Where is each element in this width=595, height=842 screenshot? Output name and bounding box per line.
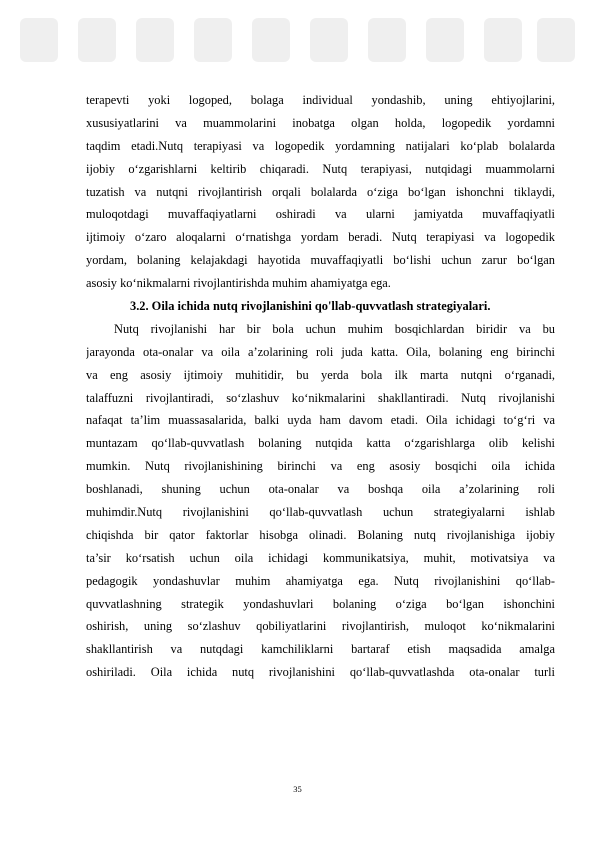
text-line: boshlanadi, shuning uchun ota-onalar va boshqa oila a’zolarining roli <box>86 482 555 497</box>
text-line: va eng asosiy ijtimoiy muhitidir, bu yerda bola ilk marta nutqni o‘rganadi, <box>86 367 555 382</box>
text-line: ijobiy o‘zgarishlarni keltirib chiqaradi. Nutq terapiyasi, nutqidagi muammolarni <box>86 161 555 176</box>
text-line: xususiyatlarini va muammolarini inobatga olgan holda, logopedik yordamni <box>86 115 555 130</box>
page-number: 35 <box>293 784 302 794</box>
text-line: chiqishda bir qator faktorlar hisobga olinadi. Bolaning nutq rivojlanishiga ijobiy <box>86 527 555 542</box>
text-line: muhimdir.Nutq rivojlanishini qo‘llab-quvvatlash uchun strategiyalarni ishlab <box>86 505 555 520</box>
text-line: asosiy ko‘nikmalarni rivojlantirishda muhim ahamiyatga ega. <box>86 276 391 291</box>
text-line: muntazam qo‘llab-quvvatlash bolaning nutqida katta o‘zgarishlarga olib kelishi <box>86 436 555 451</box>
text-line: terapevti yoki logoped, bolaga individual yondashib, uning ehtiyojlarini, <box>86 93 555 107</box>
text-line: jarayonda ota-onalar va oila a’zolarining roli juda katta. Oila, bolaning eng birinchi <box>86 344 555 359</box>
text-line: oshirish, uning so‘zlashuv qobiliyatlarini rivojlantirish, muloqot ko‘nikmalarini <box>86 619 555 634</box>
text-line: muloqotdagi muvaffaqiyatlarni oshiradi va ularni jamiyatda muvaffaqiyatli <box>86 207 555 222</box>
text-line: yordam, bolaning kelajakdagi hayotida muvaffaqiyatli bo‘lishi uchun zarur bo‘lgan <box>86 253 555 268</box>
text-line: ijtimoiy o‘zaro aloqalarni o‘rnatishga yordam beradi. Nutq terapiyasi va logopedik <box>86 230 555 245</box>
paragraph-section <box>86 318 555 684</box>
document-page <box>86 89 555 684</box>
text-line: nafaqat ta’lim muassasalarida, balki uyda ham davom etadi. Oila ichidagi to‘g‘ri va <box>86 413 555 428</box>
text-line: oshiriladi. Oila ichida nutq rivojlanishini qo‘llab-quvvatlashda ota-onalar turli <box>86 665 555 680</box>
text-line: shakllantirish va nutqdagi kamchiliklarni bartaraf etish maqsadida amalga <box>86 642 555 657</box>
text-line: quvvatlashning strategik yondashuvlari bolaning o‘ziga bo‘lgan ishonchini <box>86 596 555 611</box>
watermark-logo <box>20 10 575 70</box>
text-line: taqdim etadi.Nutq terapiyasi va logopedik yordamning natijalari ko‘plab bolalarda <box>86 138 555 153</box>
text-line: ta’sir ko‘rsatish uchun oila ichidagi kommunikatsiya, muhit, motivatsiya va <box>86 550 555 565</box>
text-line: mumkin. Nutq rivojlanishining birinchi va eng asosiy bosqichi oila ichida <box>86 459 555 474</box>
text-line: Nutq rivojlanishi har bir bola uchun muhim bosqichlardan biridir va bu <box>114 321 555 336</box>
paragraph-intro <box>86 89 555 295</box>
section-heading: 3.2. Oila ichida nutq rivojlanishini qo'llab-quvvatlash strategiyalari. <box>130 299 491 314</box>
text-line: tuzatish va nutqni rivojlantirish orqali bolalarda o‘ziga bo‘lgan ishonchni tiklaydi, <box>86 184 555 199</box>
text-line: pedagogik yondashuvlar muhim ahamiyatga ega. Nutq rivojlanishini qo‘llab- <box>86 573 555 588</box>
text-line: talaffuzni rivojlantiradi, so‘zlashuv ko‘nikmalarini shakllantiradi. Nutq rivojlanishi <box>86 390 555 405</box>
